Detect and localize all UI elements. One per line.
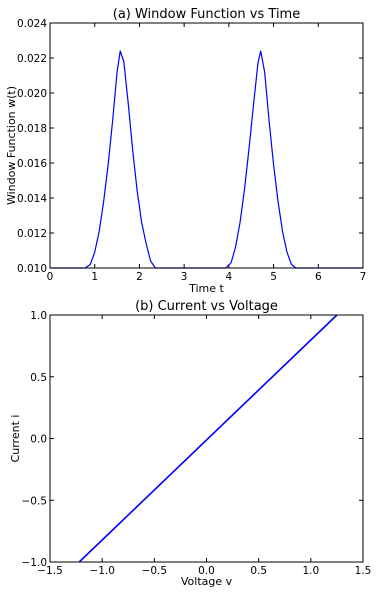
y-tick-label: 0.016 [16, 158, 47, 170]
y-tick-label: 0.010 [16, 263, 47, 275]
y-tick-label: 0.020 [16, 88, 47, 100]
series-layer [79, 315, 337, 562]
y-axis-ticks [17, 18, 363, 275]
chart-title: (b) Current vs Voltage [135, 299, 278, 314]
series-layer [50, 51, 363, 268]
x-axis-ticks [47, 23, 367, 283]
plot-frame [50, 23, 363, 268]
x-tick-label: 5 [270, 271, 277, 283]
x-tick-label: 7 [359, 271, 367, 283]
y-tick-label: 0.024 [16, 18, 47, 30]
panel-window-function [5, 7, 366, 295]
y-tick-label: 0.012 [16, 228, 47, 240]
x-axis-label: Time t [189, 282, 224, 295]
x-axis-label: Voltage v [180, 575, 233, 588]
y-tick-label: 1.0 [30, 310, 47, 322]
x-tick-label: −1.5 [37, 565, 63, 577]
panel-current-voltage [9, 299, 371, 588]
y-tick-label: 0.018 [16, 123, 47, 135]
x-tick-label: 4 [225, 271, 233, 283]
x-tick-label: 2 [136, 271, 143, 283]
y-tick-label: 0.022 [16, 53, 47, 65]
y-tick-label: −0.5 [21, 495, 47, 508]
x-tick-label: −0.5 [141, 565, 168, 577]
x-tick-label: 1.0 [302, 565, 320, 577]
x-tick-label: 6 [314, 271, 322, 283]
x-tick-label: 1 [91, 271, 99, 283]
y-tick-label: −1.0 [21, 557, 47, 569]
x-tick-label: −1.0 [89, 565, 115, 577]
x-tick-label: 0 [46, 271, 54, 283]
y-axis-label: Current i [9, 414, 22, 463]
x-tick-label: 0.5 [250, 565, 268, 577]
x-tick-label: 0.0 [198, 565, 215, 577]
x-tick-label: 3 [180, 271, 188, 283]
series-line [79, 315, 337, 562]
plot-frame [50, 315, 363, 562]
y-axis-label: Window Function w(t) [5, 85, 18, 206]
y-axis-ticks [22, 310, 364, 569]
y-tick-label: 0.014 [16, 193, 47, 205]
x-tick-label: 1.5 [354, 565, 372, 577]
chart-title: (a) Window Function vs Time [112, 7, 301, 22]
series-line [50, 51, 363, 268]
y-tick-label: 0.5 [30, 371, 47, 384]
y-tick-label: 0.0 [30, 433, 47, 446]
x-axis-ticks [37, 315, 371, 577]
